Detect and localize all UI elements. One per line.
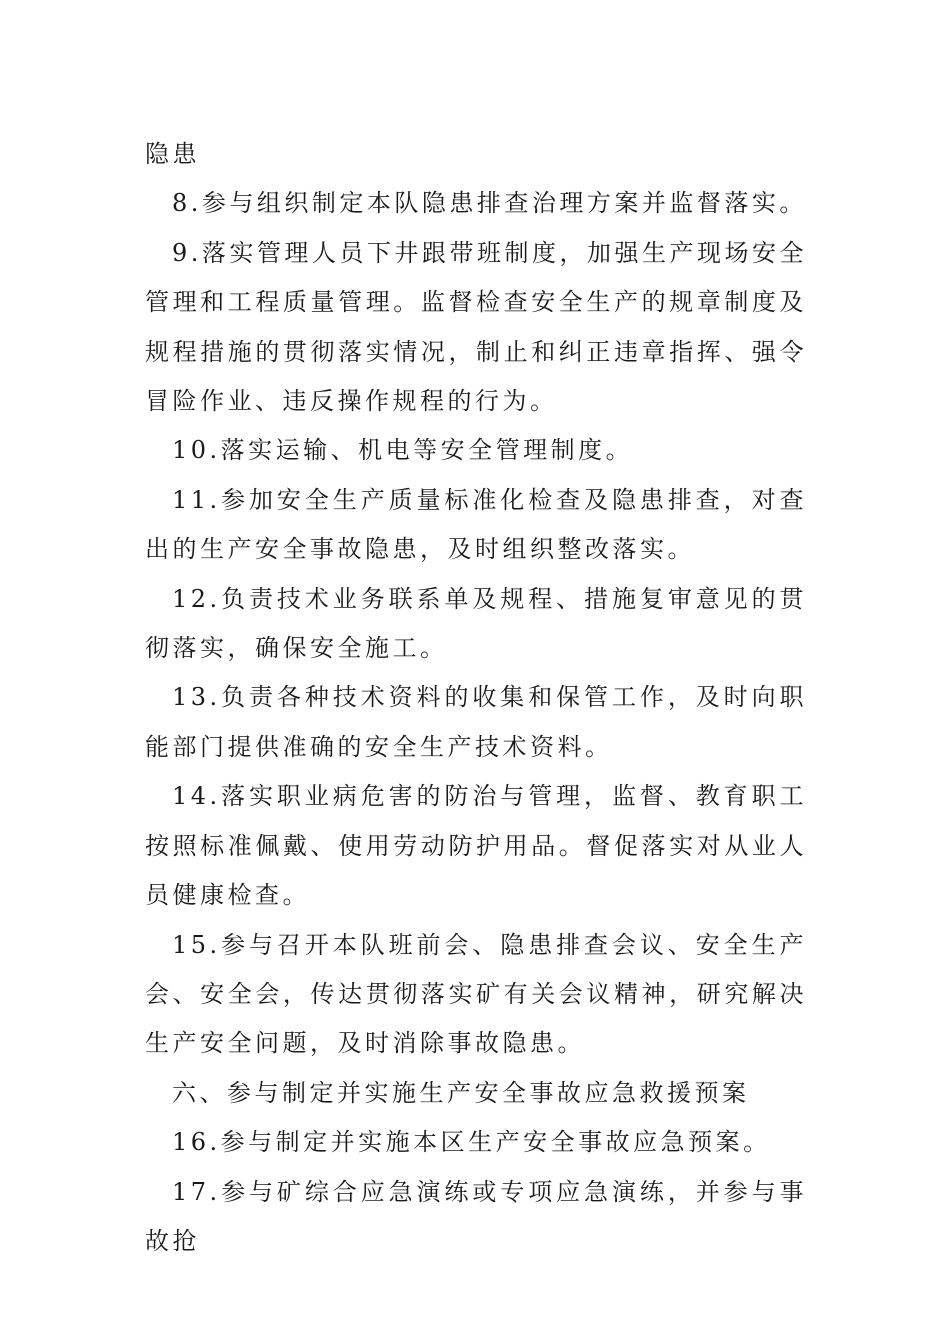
paragraph-item-12: 12.负责技术业务联系单及规程、措施复审意见的贯彻落实，确保安全施工。 — [145, 584, 807, 663]
paragraph-item-16: 16.参与制定并实施本区生产安全事故应急预案。 — [172, 1128, 771, 1157]
paragraph-item-14: 14.落实职业病危害的防治与管理，监督、教育职工按照标准佩戴、使用劳动防护用品。督促落实对从业人员健康检查。 — [145, 782, 807, 910]
paragraph-item-10: 10.落实运输、机电等安全管理制度。 — [172, 436, 634, 465]
section-heading-6: 六、参与制定并实施生产安全事故应急救援预案 — [172, 1078, 750, 1107]
paragraph-item-17: 17.参与矿综合应急演练或专项应急演练，并参与事故抢 — [145, 1177, 807, 1255]
paragraph-item-15: 15.参与召开本队班前会、隐患排查会议、安全生产会、安全会，传达贯彻落实矿有关会议精神，研究解决生产安全问题，及时消除事故隐患。 — [145, 930, 807, 1058]
document-body — [145, 130, 807, 1266]
paragraph-continuation: 隐患 — [145, 140, 200, 168]
paragraph-item-13: 13.负责各种技术资料的收集和保管工作，及时向职能部门提供准确的安全生产技术资料。 — [145, 683, 807, 761]
paragraph-item-9: 9.落实管理人员下井跟带班制度，加强生产现场安全管理和工程质量管理。监督检查安全生产的规章制度及规程措施的贯彻落实情况，制止和纠正违章指挥、强令冒险作业、违反操作规程的行为。 — [145, 238, 807, 416]
paragraph-item-8: 8.参与组织制定本队隐患排查治理方案并监督落实。 — [172, 189, 807, 218]
paragraph-item-11: 11.参加安全生产质量标准化检查及隐患排查，对查出的生产安全事故隐患，及时组织整改落实。 — [145, 485, 807, 564]
